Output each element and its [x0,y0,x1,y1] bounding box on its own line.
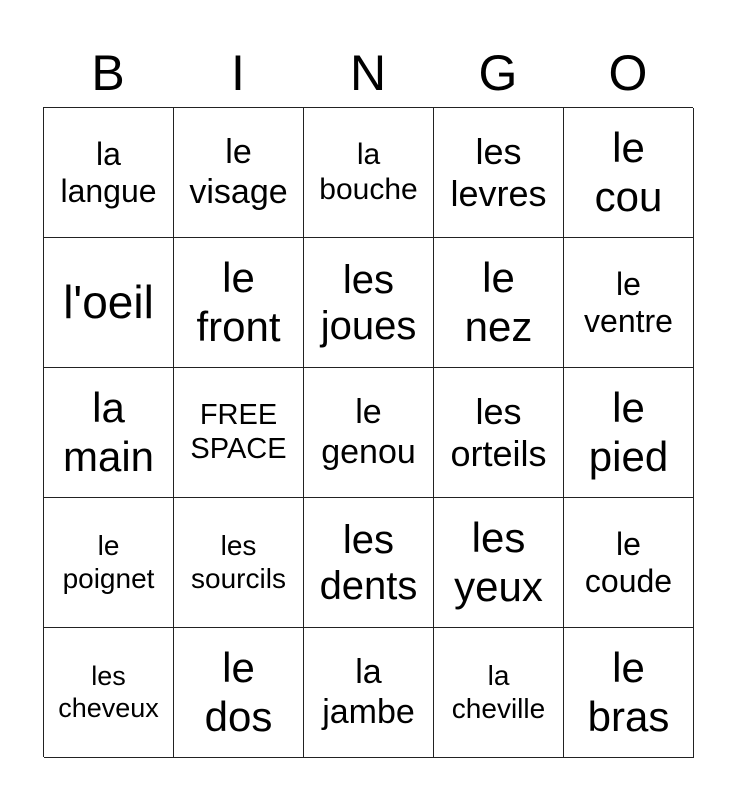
header-letter-b: B [91,45,125,101]
cell-text-line: bouche [319,172,418,206]
bingo-cell[interactable] [174,238,304,368]
cell-text-line: yeux [454,562,543,610]
cell-text-line: poignet [62,562,155,594]
bingo-cell[interactable] [174,108,304,238]
cell-text [452,660,545,724]
bingo-cell[interactable] [304,628,434,758]
cell-text-line: les [342,257,395,302]
cell-text [589,384,668,481]
cell-text-line: la [355,653,382,692]
cell-text-line: levres [450,172,547,214]
cell-text-line: bras [587,692,670,740]
cell-text [465,254,533,351]
cell-text-line: le [222,254,255,302]
cell-text-line: genou [321,432,416,471]
cell-text-line: pied [588,432,669,480]
cell-text-line: SPACE [190,432,287,465]
bingo-cell[interactable] [434,628,564,758]
cell-text-line: le [616,265,641,302]
cell-text [58,661,159,723]
bingo-cell[interactable] [564,628,694,758]
cell-text-line: ventre [584,302,673,339]
cell-text-line: langue [60,172,157,209]
cell-text [189,133,287,211]
header-letter-o: O [608,45,648,101]
cell-text-line: le [612,384,645,432]
bingo-cell[interactable] [44,628,174,758]
bingo-cell[interactable] [564,238,694,368]
cell-text-line: FREE [199,399,278,432]
cell-text [319,138,417,207]
cell-text-line: le [616,525,641,562]
bingo-cell[interactable] [174,628,304,758]
bingo-cell[interactable] [174,498,304,628]
bingo-card-grid [43,107,693,757]
cell-text-line: cheville [451,692,546,724]
cell-text-line: le [612,124,645,172]
cell-text-line: cou [594,172,663,220]
bingo-cell[interactable] [304,368,434,498]
cell-text [60,136,156,210]
cell-text-line: la [96,135,121,172]
bingo-cell[interactable] [564,368,694,498]
header-letter-i: I [231,45,245,101]
bingo-cell[interactable] [304,238,434,368]
cell-text [321,393,416,471]
cell-text-line: le [222,644,255,692]
cell-text [196,254,280,351]
cell-text-line: cheveux [58,692,159,723]
cell-text-line: le [482,254,515,302]
header-letter-g: G [478,45,518,101]
cell-text [454,514,543,611]
cell-text [205,644,273,741]
cell-text [595,124,663,221]
cell-text-line: dents [319,563,418,608]
cell-text-line: les [475,391,522,433]
cell-text-line: le [97,530,120,562]
bingo-cell[interactable] [434,108,564,238]
bingo-cell[interactable] [564,108,694,238]
cell-text-line: le [612,644,645,692]
bingo-cell[interactable] [304,108,434,238]
cell-text [321,257,417,349]
bingo-cell[interactable] [44,108,174,238]
cell-text-line: l'oeil [63,276,154,329]
bingo-cell[interactable] [44,368,174,498]
cell-text-line: sourcils [191,562,286,594]
cell-text [450,391,546,474]
cell-text-line: les [471,514,526,562]
cell-text-line: le [225,133,252,172]
header-letter-n: N [349,45,387,101]
cell-text-line: la [487,660,510,692]
cell-text [450,131,546,214]
bingo-cell[interactable] [434,498,564,628]
bingo-cell[interactable] [44,498,174,628]
cell-text [320,517,418,609]
cell-text-line: la [356,138,381,171]
cell-text-line: orteils [450,432,547,474]
cell-text [584,266,673,340]
cell-text-line: visage [189,172,288,211]
cell-text-line: front [196,302,281,350]
cell-text [63,276,154,329]
bingo-cell[interactable] [434,368,564,498]
bingo-header [43,40,693,106]
cell-text-line: les [475,131,522,173]
bingo-cell[interactable] [44,238,174,368]
cell-text [191,530,286,594]
cell-text [588,644,670,741]
bingo-cell[interactable] [564,498,694,628]
cell-text-line: coude [584,562,673,599]
cell-text-line: dos [204,692,273,740]
cell-text-line: joues [320,303,417,348]
bingo-cell[interactable] [304,498,434,628]
cell-text [190,399,286,466]
bingo-cell[interactable] [434,238,564,368]
cell-text [585,526,672,600]
cell-text-line: nez [464,302,533,350]
cell-text-line: les [342,517,395,562]
cell-text-line: jambe [322,692,415,731]
cell-text-line: le [355,393,382,432]
cell-text-line: la [92,384,125,432]
free-space-cell[interactable] [174,368,304,498]
cell-text-line: main [62,432,155,480]
cell-text-line: les [220,530,257,562]
cell-text-line: les [91,661,126,692]
cell-text [63,530,155,594]
cell-text [63,384,154,481]
cell-text [322,653,415,731]
